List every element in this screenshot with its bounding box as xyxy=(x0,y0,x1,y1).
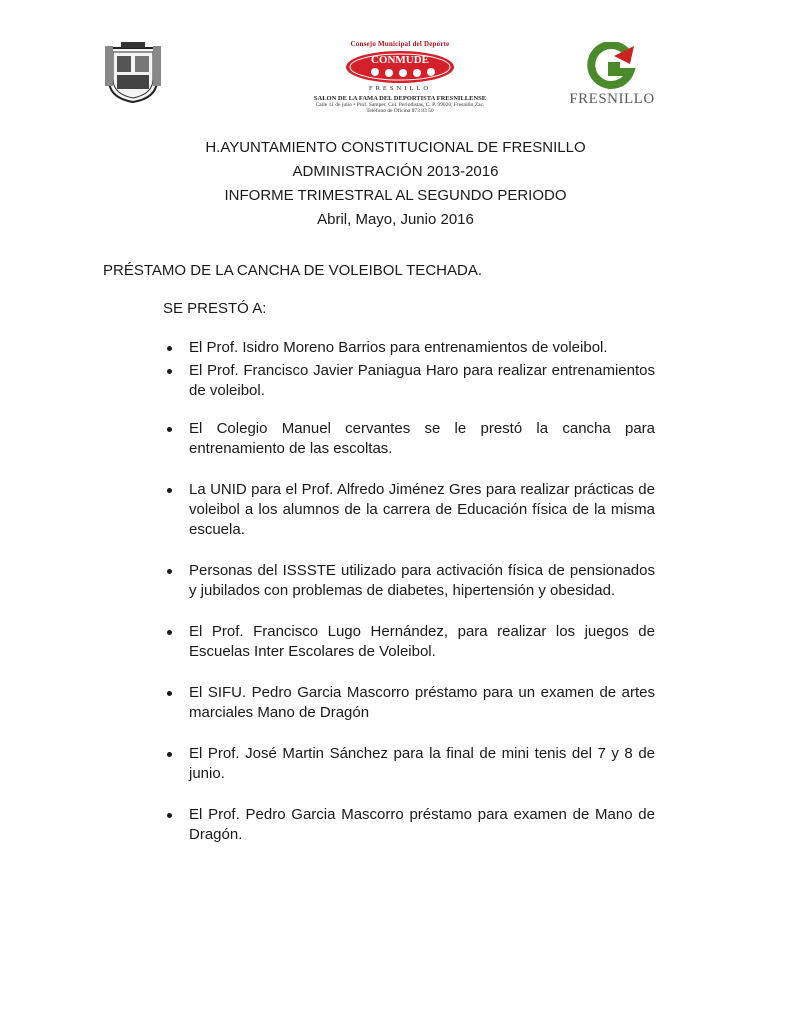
section-title: PRÉSTAMO DE LA CANCHA DE VOLEIBOL TECHADA. xyxy=(103,262,482,279)
title-line-1: H.AYUNTAMIENTO CONSTITUCIONAL DE FRESNILLO xyxy=(205,139,586,156)
title-line-4: Abril, Mayo, Junio 2016 xyxy=(317,211,474,228)
bullet-icon xyxy=(167,427,172,432)
document-titles xyxy=(0,136,791,232)
bullet-icon xyxy=(167,346,172,351)
bullet-icon xyxy=(167,813,172,818)
list-item: El Colegio Manuel cervantes se le prestó la cancha para entrenamiento de las escoltas. xyxy=(160,419,655,459)
bullet-icon xyxy=(167,369,172,374)
bullet-icon xyxy=(167,691,172,696)
conmude-logo xyxy=(300,40,500,120)
fresnillo-logo xyxy=(562,42,662,108)
phone-text: Teléfono de Oficina 873 83 50 xyxy=(366,108,434,114)
address-text: Calle 11 de julio • Prof. Samper, Col. Periodistas, C. P. 99020, Fresnillo,Zac. xyxy=(315,102,485,108)
fresnillo-wordmark: FRESNILLO xyxy=(569,91,655,107)
conmude-top-text: Consejo Municipal del Deporte xyxy=(350,40,450,48)
conmude-name: CONMUDE xyxy=(370,54,430,66)
list-item: El Prof. José Martin Sánchez para la final de mini tenis del 7 y 8 de junio. xyxy=(160,744,655,784)
bullet-icon xyxy=(167,488,172,493)
list-item: El Prof. Pedro Garcia Mascorro préstamo para examen de Mano de Dragón. xyxy=(160,805,655,845)
salon-text: SALON DE LA FAMA DEL DEPORTISTA FRESNILLENSE xyxy=(313,95,487,102)
list-item: Personas del ISSSTE utilizado para activación física de pensionados y jubilados con problemas de diabetes, hipertensión y obesidad. xyxy=(160,561,655,601)
loan-list xyxy=(160,338,655,845)
list-item: El Prof. Isidro Moreno Barrios para entrenamientos de voleibol. xyxy=(160,338,655,358)
lent-to-heading: SE PRESTÓ A: xyxy=(163,300,267,317)
list-item: El Prof. Francisco Lugo Hernández, para realizar los juegos de Escuelas Inter Escolares de Voleibol. xyxy=(160,622,655,662)
municipal-seal-logo xyxy=(103,42,163,104)
list-item: El SIFU. Pedro Garcia Mascorro préstamo para un examen de artes marciales Mano de Dragón xyxy=(160,683,655,723)
list-item: El Prof. Francisco Javier Paniagua Haro para realizar entrenamientos de voleibol. xyxy=(160,361,655,401)
bullet-icon xyxy=(167,752,172,757)
bullet-icon xyxy=(167,569,172,574)
title-line-3: INFORME TRIMESTRAL AL SEGUNDO PERIODO xyxy=(224,187,567,204)
fresnillo-g-icon xyxy=(584,42,640,90)
bullet-icon xyxy=(167,630,172,635)
conmude-city: FRESNILLO xyxy=(368,85,432,92)
letterhead xyxy=(0,0,791,120)
conmude-emblem xyxy=(345,50,455,84)
title-line-2: ADMINISTRACIÓN 2013-2016 xyxy=(292,163,499,180)
list-item: La UNID para el Prof. Alfredo Jiménez Gres para realizar prácticas de voleibol a los alumnos de la carrera de Educación física de la misma escuela. xyxy=(160,480,655,540)
